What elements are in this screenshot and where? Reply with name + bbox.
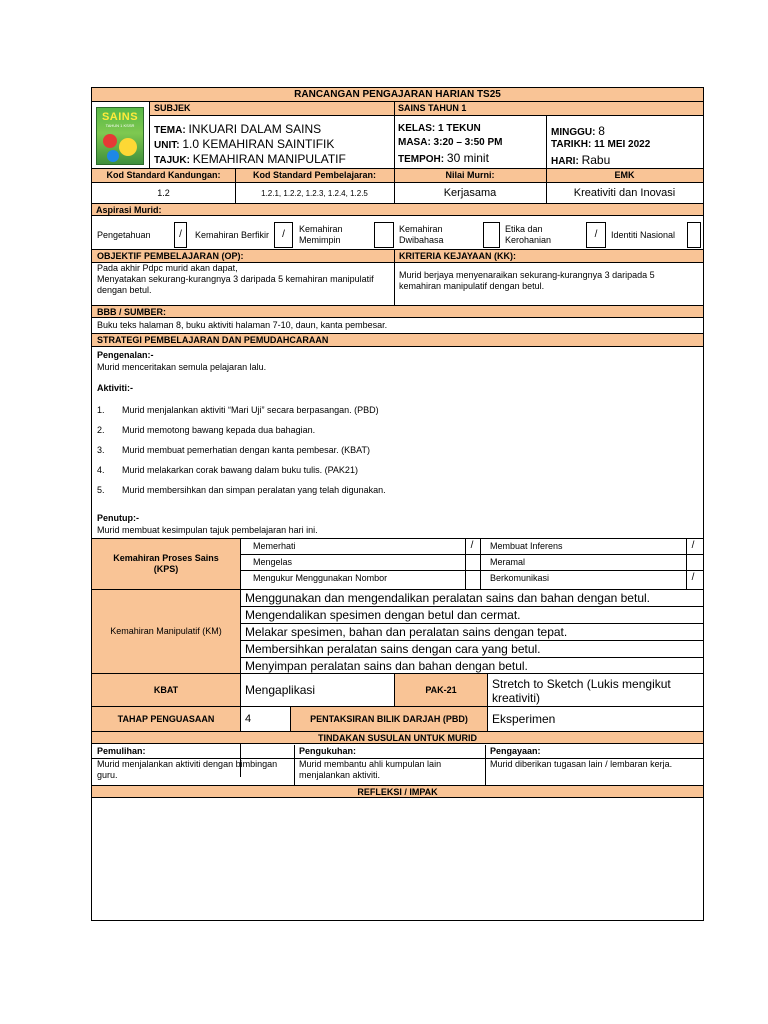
kps-label: Kemahiran Proses Sains (KPS)	[92, 539, 240, 589]
masa: MASA: 3:20 – 3:50 PM	[398, 137, 503, 148]
subjek-value: SAINS TAHUN 1	[398, 103, 467, 113]
cover-decoration-icon	[119, 138, 137, 156]
aspirasi-mark-memimpin	[374, 222, 394, 248]
aspirasi-item-etika: Etika dan Kerohanian	[505, 224, 552, 245]
lesson-plan-page	[91, 87, 704, 921]
subjek-label: SUBJEK	[154, 103, 191, 113]
nilai-murni-header: Nilai Murni:	[445, 170, 495, 180]
kk-label: KRITERIA KEJAYAAN (KK):	[399, 251, 517, 261]
kbat-label: KBAT	[92, 674, 240, 706]
aspirasi-item-pengetahuan: Pengetahuan	[97, 229, 151, 240]
kelas: KELAS: 1 TEKUN	[398, 123, 481, 134]
kps-mengelas: Mengelas	[253, 557, 293, 567]
textbook-cover-title: SAINS	[101, 111, 139, 123]
aspirasi-mark-pengetahuan: /	[174, 222, 187, 248]
pemulihan-text: Murid menjalankan aktiviti dengan bimbingan guru.	[97, 759, 278, 780]
pengenalan-text: Murid menceritakan semula pelajaran lalu.	[97, 362, 267, 372]
aspirasi-item-identiti: Identiti Nasional	[611, 229, 676, 240]
aktiviti-item-5: Murid membersihkan dan simpan peralatan yang telah digunakan.	[122, 485, 386, 495]
kod-kandungan-value: 1.2	[157, 187, 170, 198]
tema-value: INKUARI DALAM SAINS	[188, 122, 322, 136]
aktiviti-item-3: Murid membuat pemerhatian dengan kanta pembesar. (KBAT)	[122, 445, 370, 455]
kps-mengukur: Mengukur Menggunakan Nombor	[253, 573, 388, 583]
kps-berkomunikasi: Berkomunikasi	[490, 573, 550, 583]
pbd-label: PENTAKSIRAN BILIK DARJAH (PBD)	[291, 707, 487, 731]
kod-kandungan-header: Kod Standard Kandungan:	[106, 170, 221, 180]
nilai-murni-value: Kerjasama	[443, 186, 497, 199]
aspirasi-item-berfikir: Kemahiran Berfikir	[195, 229, 270, 240]
aktiviti-item-1: Murid menjalankan aktiviti “Mari Uji” secara berpasangan. (PBD)	[122, 405, 379, 415]
aspirasi-label: Aspirasi Murid:	[92, 204, 703, 216]
pengayaan-text: Murid diberikan tugasan lain / lembaran kerja.	[490, 759, 673, 769]
kps-memerhati-mark: /	[470, 540, 474, 551]
aktiviti-item-2: Murid memotong bawang kepada dua bahagian.	[122, 425, 316, 435]
emk-value: Kreativiti dan Inovasi	[573, 186, 676, 199]
aspirasi-item-memimpin: Kemahiran Memimpin	[299, 224, 343, 245]
bbb-text: Buku teks halaman 8, buku aktiviti halaman 7-10, daun, kanta pembesar.	[97, 320, 388, 330]
emk-header: EMK	[614, 170, 635, 180]
kbat-value: Mengaplikasi	[245, 683, 316, 697]
objektif-label: OBJEKTIF PEMBELAJARAN (OP):	[97, 251, 244, 261]
kps-membuat-inferens: Membuat Inferens	[490, 541, 563, 551]
refleksi-area	[92, 799, 703, 920]
penutup-text: Murid membuat kesimpulan tajuk pembelajaran hari ini.	[97, 525, 318, 535]
pemulihan-label: Pemulihan:	[97, 746, 146, 756]
km-item-1: Menggunakan dan mengendalikan peralatan sains dan bahan dengan betul.	[245, 591, 650, 605]
kps-membuat-inferens-mark: /	[691, 540, 695, 551]
refleksi-label: REFLEKSI / IMPAK	[92, 786, 703, 798]
cover-decoration-icon	[103, 134, 117, 148]
kod-pembelajaran-header: Kod Standard Pembelajaran:	[252, 170, 377, 180]
aspirasi-item-dwibahasa: Kemahiran Dwibahasa	[399, 224, 444, 245]
textbook-cover-image	[96, 107, 144, 165]
kk-text: Murid berjaya menyenaraikan sekurang-kurangnya 3 daripada 5 kemahiran manipulatif dengan betul.	[399, 270, 655, 291]
tempoh-value: 30 minit	[446, 151, 489, 165]
kps-meramal: Meramal	[490, 557, 526, 567]
km-label: Kemahiran Manipulatif (KM)	[92, 590, 240, 673]
hari-line: HARI: Rabu	[551, 153, 611, 167]
page-title: RANCANGAN PENGAJARAN HARIAN TS25	[92, 88, 703, 102]
kps-memerhati: Memerhati	[253, 541, 296, 551]
tarikh: TARIKH: 11 MEI 2022	[551, 139, 651, 150]
textbook-cover-subtitle: TAHUN 1 KSSR	[105, 123, 135, 128]
aktiviti-label: Aktiviti:-	[97, 383, 133, 393]
km-item-4: Membersihkan peralatan sains dengan cara yang betul.	[245, 642, 541, 656]
km-item-5: Menyimpan peralatan sains dan bahan dengan betul.	[245, 659, 528, 673]
aktiviti-num-4: 4.	[97, 465, 105, 475]
pengukuhan-text: Murid membantu ahli kumpulan lain menjalankan aktiviti.	[299, 759, 442, 780]
aktiviti-num-1: 1.	[97, 405, 105, 415]
tajuk-value: KEMAHIRAN MANIPULATIF	[192, 152, 346, 166]
aktiviti-num-5: 5.	[97, 485, 105, 495]
tajuk-line: TAJUK: KEMAHIRAN MANIPULATIF	[154, 152, 346, 166]
pbd-value: Eksperimen	[492, 712, 556, 726]
aspirasi-mark-berfikir: /	[274, 222, 293, 248]
aktiviti-num-3: 3.	[97, 445, 105, 455]
aspirasi-mark-etika: /	[586, 222, 606, 248]
km-item-3: Melakar spesimen, bahan dan peralatan sains dengan tepat.	[245, 625, 568, 639]
minggu-line: MINGGU: 8	[551, 124, 605, 138]
bbb-label: BBB / SUMBER:	[92, 306, 703, 318]
pengayaan-label: Pengayaan:	[490, 746, 541, 756]
unit-value: 1.0 KEMAHIRAN SAINTIFIK	[182, 137, 335, 151]
aspirasi-mark-identiti	[687, 222, 701, 248]
tahap-label: TAHAP PENGUASAAN	[92, 707, 240, 731]
cover-decoration-icon	[107, 150, 119, 162]
unit-line: UNIT: 1.0 KEMAHIRAN SAINTIFIK	[154, 137, 335, 151]
aktiviti-item-4: Murid melakarkan corak bawang dalam buku tulis. (PAK21)	[122, 465, 358, 475]
km-item-2: Mengendalikan spesimen dengan betul dan cermat.	[245, 608, 521, 622]
penutup-label: Penutup:-	[97, 513, 139, 523]
tempoh-line: TEMPOH: 30 minit	[398, 151, 489, 165]
kod-pembelajaran-value: 1.2.1, 1.2.2, 1.2.3, 1.2.4, 1.2.5	[261, 188, 368, 198]
pak21-value: Stretch to Sketch (Lukis mengikut kreativiti)	[492, 677, 671, 705]
strategi-label: STRATEGI PEMBELAJARAN DAN PEMUDAHCARAAN	[92, 334, 703, 347]
tahap-value: 4	[245, 712, 252, 725]
tema-line: TEMA: INKUARI DALAM SAINS	[154, 122, 322, 136]
pengenalan-label: Pengenalan:-	[97, 350, 154, 360]
pengukuhan-label: Pengukuhan:	[299, 746, 357, 756]
kps-berkomunikasi-mark: /	[691, 572, 695, 583]
pak21-label: PAK-21	[395, 674, 487, 706]
aspirasi-mark-dwibahasa	[483, 222, 500, 248]
objektif-text: Pada akhir Pdpc murid akan dapat, Menyatakan sekurang-kurangnya 3 daripada 5 kemahiran manipulatif dengan betul.	[97, 263, 374, 295]
susulan-label: TINDAKAN SUSULAN UNTUK MURID	[92, 732, 703, 744]
aktiviti-num-2: 2.	[97, 425, 105, 435]
